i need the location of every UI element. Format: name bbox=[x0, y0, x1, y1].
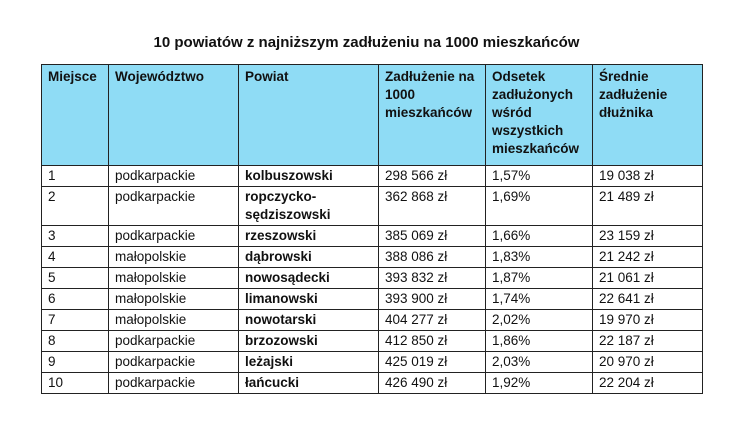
table-row bbox=[42, 226, 703, 247]
cell-miejsce: 1 bbox=[42, 166, 109, 187]
table-row bbox=[42, 247, 703, 268]
cell-zadluzenie: 388 086 zł bbox=[379, 247, 486, 268]
cell-miejsce: 8 bbox=[42, 331, 109, 352]
cell-miejsce: 6 bbox=[42, 289, 109, 310]
cell-zadluzenie: 425 019 zł bbox=[379, 352, 486, 373]
table-row bbox=[42, 268, 703, 289]
cell-powiat: kolbuszowski bbox=[239, 166, 379, 187]
cell-wojewodztwo: małopolskie bbox=[109, 289, 239, 310]
table-row bbox=[42, 310, 703, 331]
column-header-zadluzenie: Zadłużenie na 1000 mieszkańców bbox=[379, 65, 486, 166]
cell-miejsce: 2 bbox=[42, 187, 109, 226]
cell-wojewodztwo: małopolskie bbox=[109, 268, 239, 289]
cell-powiat: leżajski bbox=[239, 352, 379, 373]
cell-miejsce: 5 bbox=[42, 268, 109, 289]
cell-wojewodztwo: podkarpackie bbox=[109, 352, 239, 373]
cell-srednie-zadluzenie: 20 970 zł bbox=[593, 352, 703, 373]
cell-wojewodztwo: małopolskie bbox=[109, 310, 239, 331]
cell-powiat: łańcucki bbox=[239, 373, 379, 394]
cell-odsetek: 1,74% bbox=[486, 289, 593, 310]
cell-odsetek: 1,69% bbox=[486, 187, 593, 226]
cell-odsetek: 1,86% bbox=[486, 331, 593, 352]
cell-zadluzenie: 385 069 zł bbox=[379, 226, 486, 247]
cell-srednie-zadluzenie: 21 489 zł bbox=[593, 187, 703, 226]
cell-odsetek: 1,92% bbox=[486, 373, 593, 394]
cell-miejsce: 10 bbox=[42, 373, 109, 394]
cell-wojewodztwo: podkarpackie bbox=[109, 226, 239, 247]
cell-srednie-zadluzenie: 19 970 zł bbox=[593, 310, 703, 331]
cell-miejsce: 9 bbox=[42, 352, 109, 373]
cell-zadluzenie: 412 850 zł bbox=[379, 331, 486, 352]
column-header-powiat: Powiat bbox=[239, 65, 379, 166]
cell-zadluzenie: 298 566 zł bbox=[379, 166, 486, 187]
cell-srednie-zadluzenie: 19 038 zł bbox=[593, 166, 703, 187]
cell-wojewodztwo: podkarpackie bbox=[109, 187, 239, 226]
page-title: 10 powiatów z najniższym zadłużeniu na 1000 mieszkańców bbox=[153, 34, 580, 51]
cell-wojewodztwo: podkarpackie bbox=[109, 166, 239, 187]
cell-srednie-zadluzenie: 21 061 zł bbox=[593, 268, 703, 289]
table-row bbox=[42, 373, 703, 394]
table-row bbox=[42, 289, 703, 310]
cell-odsetek: 1,83% bbox=[486, 247, 593, 268]
table-header-row bbox=[42, 65, 703, 166]
debt-ranking-table bbox=[41, 64, 703, 394]
cell-zadluzenie: 404 277 zł bbox=[379, 310, 486, 331]
cell-powiat: nowosądecki bbox=[239, 268, 379, 289]
column-header-miejsce: Miejsce bbox=[42, 65, 109, 166]
cell-wojewodztwo: małopolskie bbox=[109, 247, 239, 268]
cell-miejsce: 4 bbox=[42, 247, 109, 268]
cell-wojewodztwo: podkarpackie bbox=[109, 331, 239, 352]
column-header-odsetek: Odsetek zadłużonych wśród wszystkich mieszkańców bbox=[486, 65, 593, 166]
table-row bbox=[42, 187, 703, 226]
cell-odsetek: 2,02% bbox=[486, 310, 593, 331]
column-header-srednie-zadluzenie: Średnie zadłużenie dłużnika bbox=[593, 65, 703, 166]
cell-zadluzenie: 362 868 zł bbox=[379, 187, 486, 226]
column-header-wojewodztwo: Województwo bbox=[109, 65, 239, 166]
cell-srednie-zadluzenie: 22 204 zł bbox=[593, 373, 703, 394]
cell-miejsce: 7 bbox=[42, 310, 109, 331]
cell-zadluzenie: 393 832 zł bbox=[379, 268, 486, 289]
cell-srednie-zadluzenie: 21 242 zł bbox=[593, 247, 703, 268]
cell-odsetek: 2,03% bbox=[486, 352, 593, 373]
cell-srednie-zadluzenie: 23 159 zł bbox=[593, 226, 703, 247]
cell-zadluzenie: 393 900 zł bbox=[379, 289, 486, 310]
cell-odsetek: 1,57% bbox=[486, 166, 593, 187]
cell-powiat: rzeszowski bbox=[239, 226, 379, 247]
table-body bbox=[42, 166, 703, 394]
cell-powiat: limanowski bbox=[239, 289, 379, 310]
cell-powiat: dąbrowski bbox=[239, 247, 379, 268]
table-row bbox=[42, 331, 703, 352]
table-row bbox=[42, 166, 703, 187]
cell-miejsce: 3 bbox=[42, 226, 109, 247]
cell-odsetek: 1,66% bbox=[486, 226, 593, 247]
table-row bbox=[42, 352, 703, 373]
cell-powiat: ropczycko-sędziszowski bbox=[239, 187, 379, 226]
cell-odsetek: 1,87% bbox=[486, 268, 593, 289]
cell-wojewodztwo: podkarpackie bbox=[109, 373, 239, 394]
cell-powiat: brzozowski bbox=[239, 331, 379, 352]
cell-srednie-zadluzenie: 22 187 zł bbox=[593, 331, 703, 352]
cell-zadluzenie: 426 490 zł bbox=[379, 373, 486, 394]
cell-powiat: nowotarski bbox=[239, 310, 379, 331]
cell-srednie-zadluzenie: 22 641 zł bbox=[593, 289, 703, 310]
